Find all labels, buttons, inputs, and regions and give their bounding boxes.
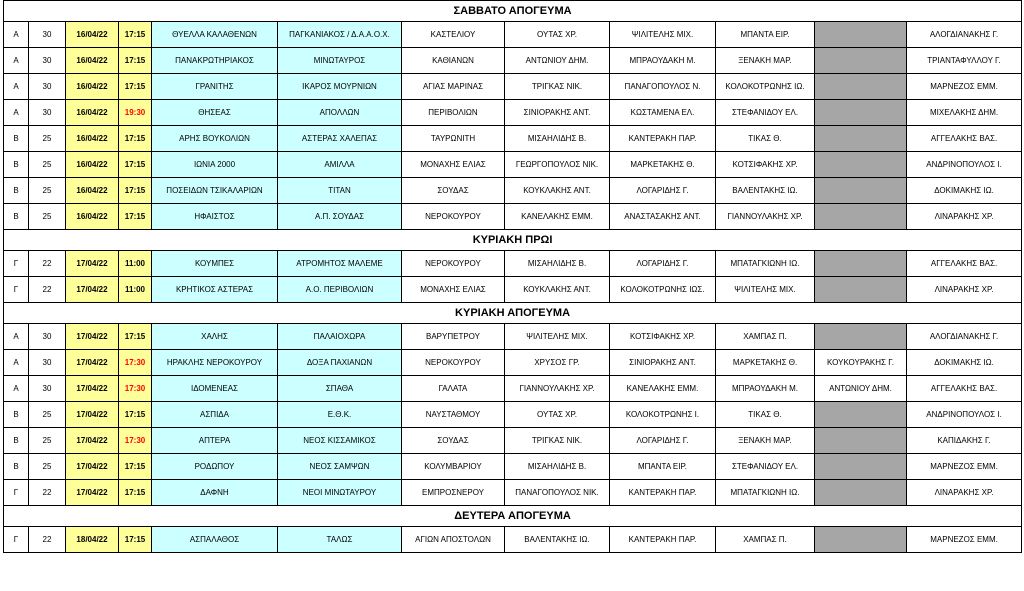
observer-cell: ΑΝΔΡΙΝΟΠΟΥΛΟΣ Ι.	[907, 402, 1022, 428]
referee-cell: ΟΥΤΑΣ ΧΡ.	[505, 402, 610, 428]
assistant-1-cell: ΚΑΝΤΕΡΑΚΗ ΠΑΡ.	[610, 527, 716, 553]
observer-cell: ΛΙΝΑΡΑΚΗΣ ΧΡ.	[907, 277, 1022, 303]
venue-cell: ΕΜΠΡΟΣΝΕΡΟΥ	[402, 480, 505, 506]
division-cell: Α	[4, 324, 29, 350]
division-cell: Β	[4, 428, 29, 454]
observer-cell: ΑΓΓΕΛΑΚΗΣ ΒΑΣ.	[907, 376, 1022, 402]
date-cell: 16/04/22	[66, 22, 119, 48]
time-cell: 17:15	[119, 152, 152, 178]
assistant-1-cell: ΚΑΝΤΕΡΑΚΗ ΠΑΡ.	[610, 480, 716, 506]
time-cell: 11:00	[119, 251, 152, 277]
section-header-row	[4, 230, 1022, 251]
assistant-2-cell: ΨΙΛΙΤΕΛΗΣ ΜΙΧ.	[716, 277, 815, 303]
assistant-1-cell: ΚΟΤΣΙΦΑΚΗΣ ΧΡ.	[610, 324, 716, 350]
observer-cell: ΔΟΚΙΜΑΚΗΣ ΙΩ.	[907, 350, 1022, 376]
venue-cell: ΝΕΡΟΚΟΥΡΟΥ	[402, 204, 505, 230]
referee-cell: ΜΙΣΑΗΛΙΔΗΣ Β.	[505, 126, 610, 152]
round-cell: 22	[29, 480, 66, 506]
round-cell: 22	[29, 527, 66, 553]
division-cell: Γ	[4, 480, 29, 506]
referee-cell: ΓΕΩΡΓΟΠΟΥΛΟΣ ΝΙΚ.	[505, 152, 610, 178]
division-cell: Β	[4, 152, 29, 178]
away-team-cell: ΑΤΡΟΜΗΤΟΣ ΜΑΛΕΜΕ	[278, 251, 402, 277]
time-cell: 17:15	[119, 527, 152, 553]
referee-cell: ΒΑΛΕΝΤΑΚΗΣ ΙΩ.	[505, 527, 610, 553]
time-cell: 17:15	[119, 402, 152, 428]
assistant-2-cell: ΧΑΜΠΑΣ Π.	[716, 324, 815, 350]
away-team-cell: ΝΕΟΣ ΣΑΜΨΩΝ	[278, 454, 402, 480]
round-cell: 30	[29, 48, 66, 74]
assistant-2-cell: ΣΤΕΦΑΝΙΔΟΥ ΕΛ.	[716, 100, 815, 126]
away-team-cell: ΤΙΤΑΝ	[278, 178, 402, 204]
home-team-cell: ΠΑΝΑΚΡΩΤΗΡΙΑΚΟΣ	[152, 48, 278, 74]
assistant-1-cell: ΛΟΓΑΡΙΔΗΣ Γ.	[610, 251, 716, 277]
assistant-1-cell: ΚΩΣΤΑΜΕΝΑ ΕΛ.	[610, 100, 716, 126]
venue-cell: ΣΟΥΔΑΣ	[402, 178, 505, 204]
home-team-cell: ΧΑΛΗΣ	[152, 324, 278, 350]
assistant-1-cell: ΜΠΡΑΟΥΔΑΚΗ Μ.	[610, 48, 716, 74]
home-team-cell: ΑΡΗΣ ΒΟΥΚΟΛΙΩΝ	[152, 126, 278, 152]
fourth-official-cell	[815, 48, 907, 74]
date-cell: 16/04/22	[66, 74, 119, 100]
date-cell: 17/04/22	[66, 350, 119, 376]
time-cell: 17:30	[119, 376, 152, 402]
section-title: ΔΕΥΤΕΡΑ ΑΠΟΓΕΥΜΑ	[4, 506, 1022, 527]
round-cell: 25	[29, 178, 66, 204]
away-team-cell: ΣΠΑΘΑ	[278, 376, 402, 402]
fourth-official-cell	[815, 204, 907, 230]
match-row	[4, 204, 1022, 230]
assistant-2-cell: ΜΠΑΝΤΑ ΕΙΡ.	[716, 22, 815, 48]
time-cell: 11:00	[119, 277, 152, 303]
match-row	[4, 22, 1022, 48]
assistant-2-cell: ΤΙΚΑΣ Θ.	[716, 402, 815, 428]
referee-cell: ΜΙΣΑΗΛΙΔΗΣ Β.	[505, 251, 610, 277]
home-team-cell: ΑΣΠΙΔΑ	[152, 402, 278, 428]
division-cell: Β	[4, 454, 29, 480]
venue-cell: ΚΑΘΙΑΝΩΝ	[402, 48, 505, 74]
fourth-official-cell	[815, 428, 907, 454]
fourth-official-cell	[815, 251, 907, 277]
round-cell: 30	[29, 350, 66, 376]
observer-cell: ΑΛΟΓΔΙΑΝΑΚΗΣ Γ.	[907, 22, 1022, 48]
round-cell: 25	[29, 428, 66, 454]
time-cell: 17:15	[119, 204, 152, 230]
observer-cell: ΜΙΧΕΛΑΚΗΣ ΔΗΜ.	[907, 100, 1022, 126]
time-cell: 17:15	[119, 324, 152, 350]
referee-cell: ΚΟΥΚΛΑΚΗΣ ΑΝΤ.	[505, 277, 610, 303]
match-row	[4, 454, 1022, 480]
assistant-2-cell: ΚΟΤΣΙΦΑΚΗΣ ΧΡ.	[716, 152, 815, 178]
assistant-1-cell: ΚΟΛΟΚΟΤΡΩΝΗΣ ΙΩΣ.	[610, 277, 716, 303]
round-cell: 22	[29, 251, 66, 277]
section-title: ΚΥΡΙΑΚΗ ΠΡΩΙ	[4, 230, 1022, 251]
assistant-2-cell: ΤΙΚΑΣ Θ.	[716, 126, 815, 152]
home-team-cell: ΗΦΑΙΣΤΟΣ	[152, 204, 278, 230]
round-cell: 30	[29, 22, 66, 48]
fourth-official-cell	[815, 152, 907, 178]
assistant-2-cell: ΜΠΑΤΑΓΚΙΩΝΗ ΙΩ.	[716, 251, 815, 277]
home-team-cell: ΑΠΤΕΡΑ	[152, 428, 278, 454]
date-cell: 16/04/22	[66, 152, 119, 178]
venue-cell: ΝΑΥΣΤΑΘΜΟΥ	[402, 402, 505, 428]
division-cell: Α	[4, 48, 29, 74]
away-team-cell: ΑΣΤΕΡΑΣ ΧΑΛΕΠΑΣ	[278, 126, 402, 152]
assistant-2-cell: ΜΑΡΚΕΤΑΚΗΣ Θ.	[716, 350, 815, 376]
time-cell: 17:30	[119, 350, 152, 376]
date-cell: 17/04/22	[66, 454, 119, 480]
division-cell: Β	[4, 204, 29, 230]
observer-cell: ΑΓΓΕΛΑΚΗΣ ΒΑΣ.	[907, 126, 1022, 152]
match-schedule-table	[3, 0, 1022, 553]
time-cell: 17:15	[119, 178, 152, 204]
referee-cell: ΤΡΙΓΚΑΣ ΝΙΚ.	[505, 74, 610, 100]
home-team-cell: ΚΟΥΜΠΕΣ	[152, 251, 278, 277]
round-cell: 25	[29, 152, 66, 178]
date-cell: 16/04/22	[66, 100, 119, 126]
division-cell: Γ	[4, 527, 29, 553]
match-row	[4, 402, 1022, 428]
referee-cell: ΚΟΥΚΛΑΚΗΣ ΑΝΤ.	[505, 178, 610, 204]
away-team-cell: ΜΙΝΩΤΑΥΡΟΣ	[278, 48, 402, 74]
away-team-cell: ΝΕΟΙ ΜΙΝΩΤΑΥΡΟΥ	[278, 480, 402, 506]
section-title: ΣΑΒΒΑΤΟ ΑΠΟΓΕΥΜΑ	[4, 1, 1022, 22]
assistant-1-cell: ΜΠΑΝΤΑ ΕΙΡ.	[610, 454, 716, 480]
fourth-official-cell: ΚΟΥΚΟΥΡΑΚΗΣ Γ.	[815, 350, 907, 376]
venue-cell: ΒΑΡΥΠΕΤΡΟΥ	[402, 324, 505, 350]
division-cell: Β	[4, 178, 29, 204]
venue-cell: ΑΓΙΩΝ ΑΠΟΣΤΟΛΩΝ	[402, 527, 505, 553]
section-header-row	[4, 303, 1022, 324]
away-team-cell: ΔΟΞΑ ΠΑΧΙΑΝΩΝ	[278, 350, 402, 376]
fourth-official-cell	[815, 454, 907, 480]
match-row	[4, 126, 1022, 152]
referee-cell: ΜΙΣΑΗΛΙΔΗΣ Β.	[505, 454, 610, 480]
observer-cell: ΜΑΡΝΕΖΟΣ ΕΜΜ.	[907, 74, 1022, 100]
home-team-cell: ΡΟΔΩΠΟΥ	[152, 454, 278, 480]
match-row	[4, 376, 1022, 402]
date-cell: 16/04/22	[66, 178, 119, 204]
division-cell: Α	[4, 100, 29, 126]
observer-cell: ΜΑΡΝΕΖΟΣ ΕΜΜ.	[907, 454, 1022, 480]
home-team-cell: ΚΡΗΤΙΚΟΣ ΑΣΤΕΡΑΣ	[152, 277, 278, 303]
observer-cell: ΚΑΠΙΔΑΚΗΣ Γ.	[907, 428, 1022, 454]
away-team-cell: Α.Ο. ΠΕΡΙΒΟΛΙΩΝ	[278, 277, 402, 303]
away-team-cell: ΝΕΟΣ ΚΙΣΣΑΜΙΚΟΣ	[278, 428, 402, 454]
observer-cell: ΑΛΟΓΔΙΑΝΑΚΗΣ Γ.	[907, 324, 1022, 350]
match-row	[4, 48, 1022, 74]
venue-cell: ΣΟΥΔΑΣ	[402, 428, 505, 454]
venue-cell: ΠΕΡΙΒΟΛΙΩΝ	[402, 100, 505, 126]
observer-cell: ΜΑΡΝΕΖΟΣ ΕΜΜ.	[907, 527, 1022, 553]
division-cell: Γ	[4, 251, 29, 277]
assistant-2-cell: ΣΤΕΦΑΝΙΔΟΥ ΕΛ.	[716, 454, 815, 480]
assistant-1-cell: ΛΟΓΑΡΙΔΗΣ Γ.	[610, 428, 716, 454]
match-row	[4, 152, 1022, 178]
home-team-cell: ΘΗΣΕΑΣ	[152, 100, 278, 126]
match-row	[4, 350, 1022, 376]
away-team-cell: Α.Π. ΣΟΥΔΑΣ	[278, 204, 402, 230]
match-row	[4, 74, 1022, 100]
fourth-official-cell	[815, 126, 907, 152]
venue-cell: ΓΑΛΑΤΑ	[402, 376, 505, 402]
fourth-official-cell	[815, 402, 907, 428]
away-team-cell: ΠΑΛΑΙΟΧΩΡΑ	[278, 324, 402, 350]
assistant-1-cell: ΚΑΝΤΕΡΑΚΗ ΠΑΡ.	[610, 126, 716, 152]
home-team-cell: ΙΩΝΙΑ 2000	[152, 152, 278, 178]
assistant-1-cell: ΠΑΝΑΓΟΠΟΥΛΟΣ Ν.	[610, 74, 716, 100]
assistant-2-cell: ΧΑΜΠΑΣ Π.	[716, 527, 815, 553]
away-team-cell: ΑΜΙΛΛΑ	[278, 152, 402, 178]
match-row	[4, 480, 1022, 506]
fourth-official-cell	[815, 100, 907, 126]
match-row	[4, 251, 1022, 277]
division-cell: Α	[4, 74, 29, 100]
time-cell: 17:15	[119, 74, 152, 100]
match-row	[4, 428, 1022, 454]
time-cell: 17:15	[119, 126, 152, 152]
venue-cell: ΜΟΝΑΧΗΣ ΕΛΙΑΣ	[402, 277, 505, 303]
away-team-cell: ΠΑΓΚΑΝΙΑΚΟΣ / Δ.Α.Α.Ο.Χ.	[278, 22, 402, 48]
away-team-cell: ΙΚΑΡΟΣ ΜΟΥΡΝΙΩΝ	[278, 74, 402, 100]
observer-cell: ΤΡΙΑΝΤΑΦΥΛΛΟΥ Γ.	[907, 48, 1022, 74]
fourth-official-cell	[815, 480, 907, 506]
observer-cell: ΛΙΝΑΡΑΚΗΣ ΧΡ.	[907, 480, 1022, 506]
referee-cell: ΓΙΑΝΝΟΥΛΑΚΗΣ ΧΡ.	[505, 376, 610, 402]
date-cell: 17/04/22	[66, 480, 119, 506]
referee-cell: ΚΑΝΕΛΑΚΗΣ ΕΜΜ.	[505, 204, 610, 230]
home-team-cell: ΙΔΟΜΕΝΕΑΣ	[152, 376, 278, 402]
round-cell: 22	[29, 277, 66, 303]
assistant-1-cell: ΑΝΑΣΤΑΣΑΚΗΣ ΑΝΤ.	[610, 204, 716, 230]
time-cell: 19:30	[119, 100, 152, 126]
match-row	[4, 178, 1022, 204]
fourth-official-cell: ΑΝΤΩΝΙΟΥ ΔΗΜ.	[815, 376, 907, 402]
time-cell: 17:30	[119, 428, 152, 454]
assistant-2-cell: ΞΕΝΑΚΗ ΜΑΡ.	[716, 48, 815, 74]
venue-cell: ΜΟΝΑΧΗΣ ΕΛΙΑΣ	[402, 152, 505, 178]
division-cell: Α	[4, 22, 29, 48]
assistant-2-cell: ΜΠΡΑΟΥΔΑΚΗ Μ.	[716, 376, 815, 402]
fourth-official-cell	[815, 324, 907, 350]
home-team-cell: ΑΣΠΑΛΑΘΟΣ	[152, 527, 278, 553]
date-cell: 18/04/22	[66, 527, 119, 553]
assistant-2-cell: ΒΑΛΕΝΤΑΚΗΣ ΙΩ.	[716, 178, 815, 204]
fourth-official-cell	[815, 22, 907, 48]
time-cell: 17:15	[119, 454, 152, 480]
referee-cell: ΤΡΙΓΚΑΣ ΝΙΚ.	[505, 428, 610, 454]
date-cell: 17/04/22	[66, 277, 119, 303]
time-cell: 17:15	[119, 480, 152, 506]
assistant-1-cell: ΚΟΛΟΚΟΤΡΩΝΗΣ Ι.	[610, 402, 716, 428]
home-team-cell: ΘΥΕΛΛΑ ΚΑΛΑΘΕΝΩΝ	[152, 22, 278, 48]
date-cell: 16/04/22	[66, 126, 119, 152]
home-team-cell: ΠΟΣΕΙΔΩΝ ΤΣΙΚΑΛΑΡΙΩΝ	[152, 178, 278, 204]
away-team-cell: ΑΠΟΛΛΩΝ	[278, 100, 402, 126]
time-cell: 17:15	[119, 22, 152, 48]
match-row	[4, 324, 1022, 350]
home-team-cell: ΓΡΑΝΙΤΗΣ	[152, 74, 278, 100]
referee-cell: ΑΝΤΩΝΙΟΥ ΔΗΜ.	[505, 48, 610, 74]
division-cell: Γ	[4, 277, 29, 303]
home-team-cell: ΔΑΦΝΗ	[152, 480, 278, 506]
assistant-1-cell: ΨΙΛΙΤΕΛΗΣ ΜΙΧ.	[610, 22, 716, 48]
round-cell: 25	[29, 126, 66, 152]
date-cell: 16/04/22	[66, 48, 119, 74]
round-cell: 30	[29, 376, 66, 402]
observer-cell: ΑΝΔΡΙΝΟΠΟΥΛΟΣ Ι.	[907, 152, 1022, 178]
venue-cell: ΚΟΛΥΜΒΑΡΙΟΥ	[402, 454, 505, 480]
time-cell: 17:15	[119, 48, 152, 74]
venue-cell: ΑΓΙΑΣ ΜΑΡΙΝΑΣ	[402, 74, 505, 100]
fourth-official-cell	[815, 277, 907, 303]
assistant-2-cell: ΞΕΝΑΚΗ ΜΑΡ.	[716, 428, 815, 454]
section-header-row	[4, 1, 1022, 22]
section-title: ΚΥΡΙΑΚΗ ΑΠΟΓΕΥΜΑ	[4, 303, 1022, 324]
date-cell: 17/04/22	[66, 428, 119, 454]
fourth-official-cell	[815, 74, 907, 100]
referee-cell: ΠΑΝΑΓΟΠΟΥΛΟΣ ΝΙΚ.	[505, 480, 610, 506]
observer-cell: ΑΓΓΕΛΑΚΗΣ ΒΑΣ.	[907, 251, 1022, 277]
referee-cell: ΨΙΛΙΤΕΛΗΣ ΜΙΧ.	[505, 324, 610, 350]
match-row	[4, 100, 1022, 126]
round-cell: 25	[29, 454, 66, 480]
assistant-1-cell: ΣΙΝΙΟΡΑΚΗΣ ΑΝΤ.	[610, 350, 716, 376]
round-cell: 25	[29, 204, 66, 230]
assistant-1-cell: ΚΑΝΕΛΑΚΗΣ ΕΜΜ.	[610, 376, 716, 402]
date-cell: 16/04/22	[66, 204, 119, 230]
match-row	[4, 527, 1022, 553]
round-cell: 30	[29, 324, 66, 350]
away-team-cell: ΤΑΛΩΣ	[278, 527, 402, 553]
division-cell: Β	[4, 402, 29, 428]
division-cell: Β	[4, 126, 29, 152]
referee-cell: ΧΡΥΣΟΣ ΓΡ.	[505, 350, 610, 376]
venue-cell: ΝΕΡΟΚΟΥΡΟΥ	[402, 350, 505, 376]
away-team-cell: Ε.Θ.Κ.	[278, 402, 402, 428]
home-team-cell: ΗΡΑΚΛΗΣ ΝΕΡΟΚΟΥΡΟΥ	[152, 350, 278, 376]
venue-cell: ΤΑΥΡΩΝΙΤΗ	[402, 126, 505, 152]
date-cell: 17/04/22	[66, 376, 119, 402]
round-cell: 30	[29, 100, 66, 126]
assistant-2-cell: ΚΟΛΟΚΟΤΡΩΝΗΣ ΙΩ.	[716, 74, 815, 100]
round-cell: 25	[29, 402, 66, 428]
date-cell: 17/04/22	[66, 324, 119, 350]
date-cell: 17/04/22	[66, 402, 119, 428]
assistant-1-cell: ΜΑΡΚΕΤΑΚΗΣ Θ.	[610, 152, 716, 178]
section-header-row	[4, 506, 1022, 527]
division-cell: Α	[4, 350, 29, 376]
venue-cell: ΝΕΡΟΚΟΥΡΟΥ	[402, 251, 505, 277]
referee-cell: ΟΥΤΑΣ ΧΡ.	[505, 22, 610, 48]
date-cell: 17/04/22	[66, 251, 119, 277]
round-cell: 30	[29, 74, 66, 100]
referee-cell: ΣΙΝΙΟΡΑΚΗΣ ΑΝΤ.	[505, 100, 610, 126]
fourth-official-cell	[815, 178, 907, 204]
venue-cell: ΚΑΣΤΕΛΙΟΥ	[402, 22, 505, 48]
fourth-official-cell	[815, 527, 907, 553]
assistant-2-cell: ΜΠΑΤΑΓΚΙΩΝΗ ΙΩ.	[716, 480, 815, 506]
observer-cell: ΛΙΝΑΡΑΚΗΣ ΧΡ.	[907, 204, 1022, 230]
observer-cell: ΔΟΚΙΜΑΚΗΣ ΙΩ.	[907, 178, 1022, 204]
assistant-1-cell: ΛΟΓΑΡΙΔΗΣ Γ.	[610, 178, 716, 204]
match-row	[4, 277, 1022, 303]
division-cell: Α	[4, 376, 29, 402]
assistant-2-cell: ΓΙΑΝΝΟΥΛΑΚΗΣ ΧΡ.	[716, 204, 815, 230]
